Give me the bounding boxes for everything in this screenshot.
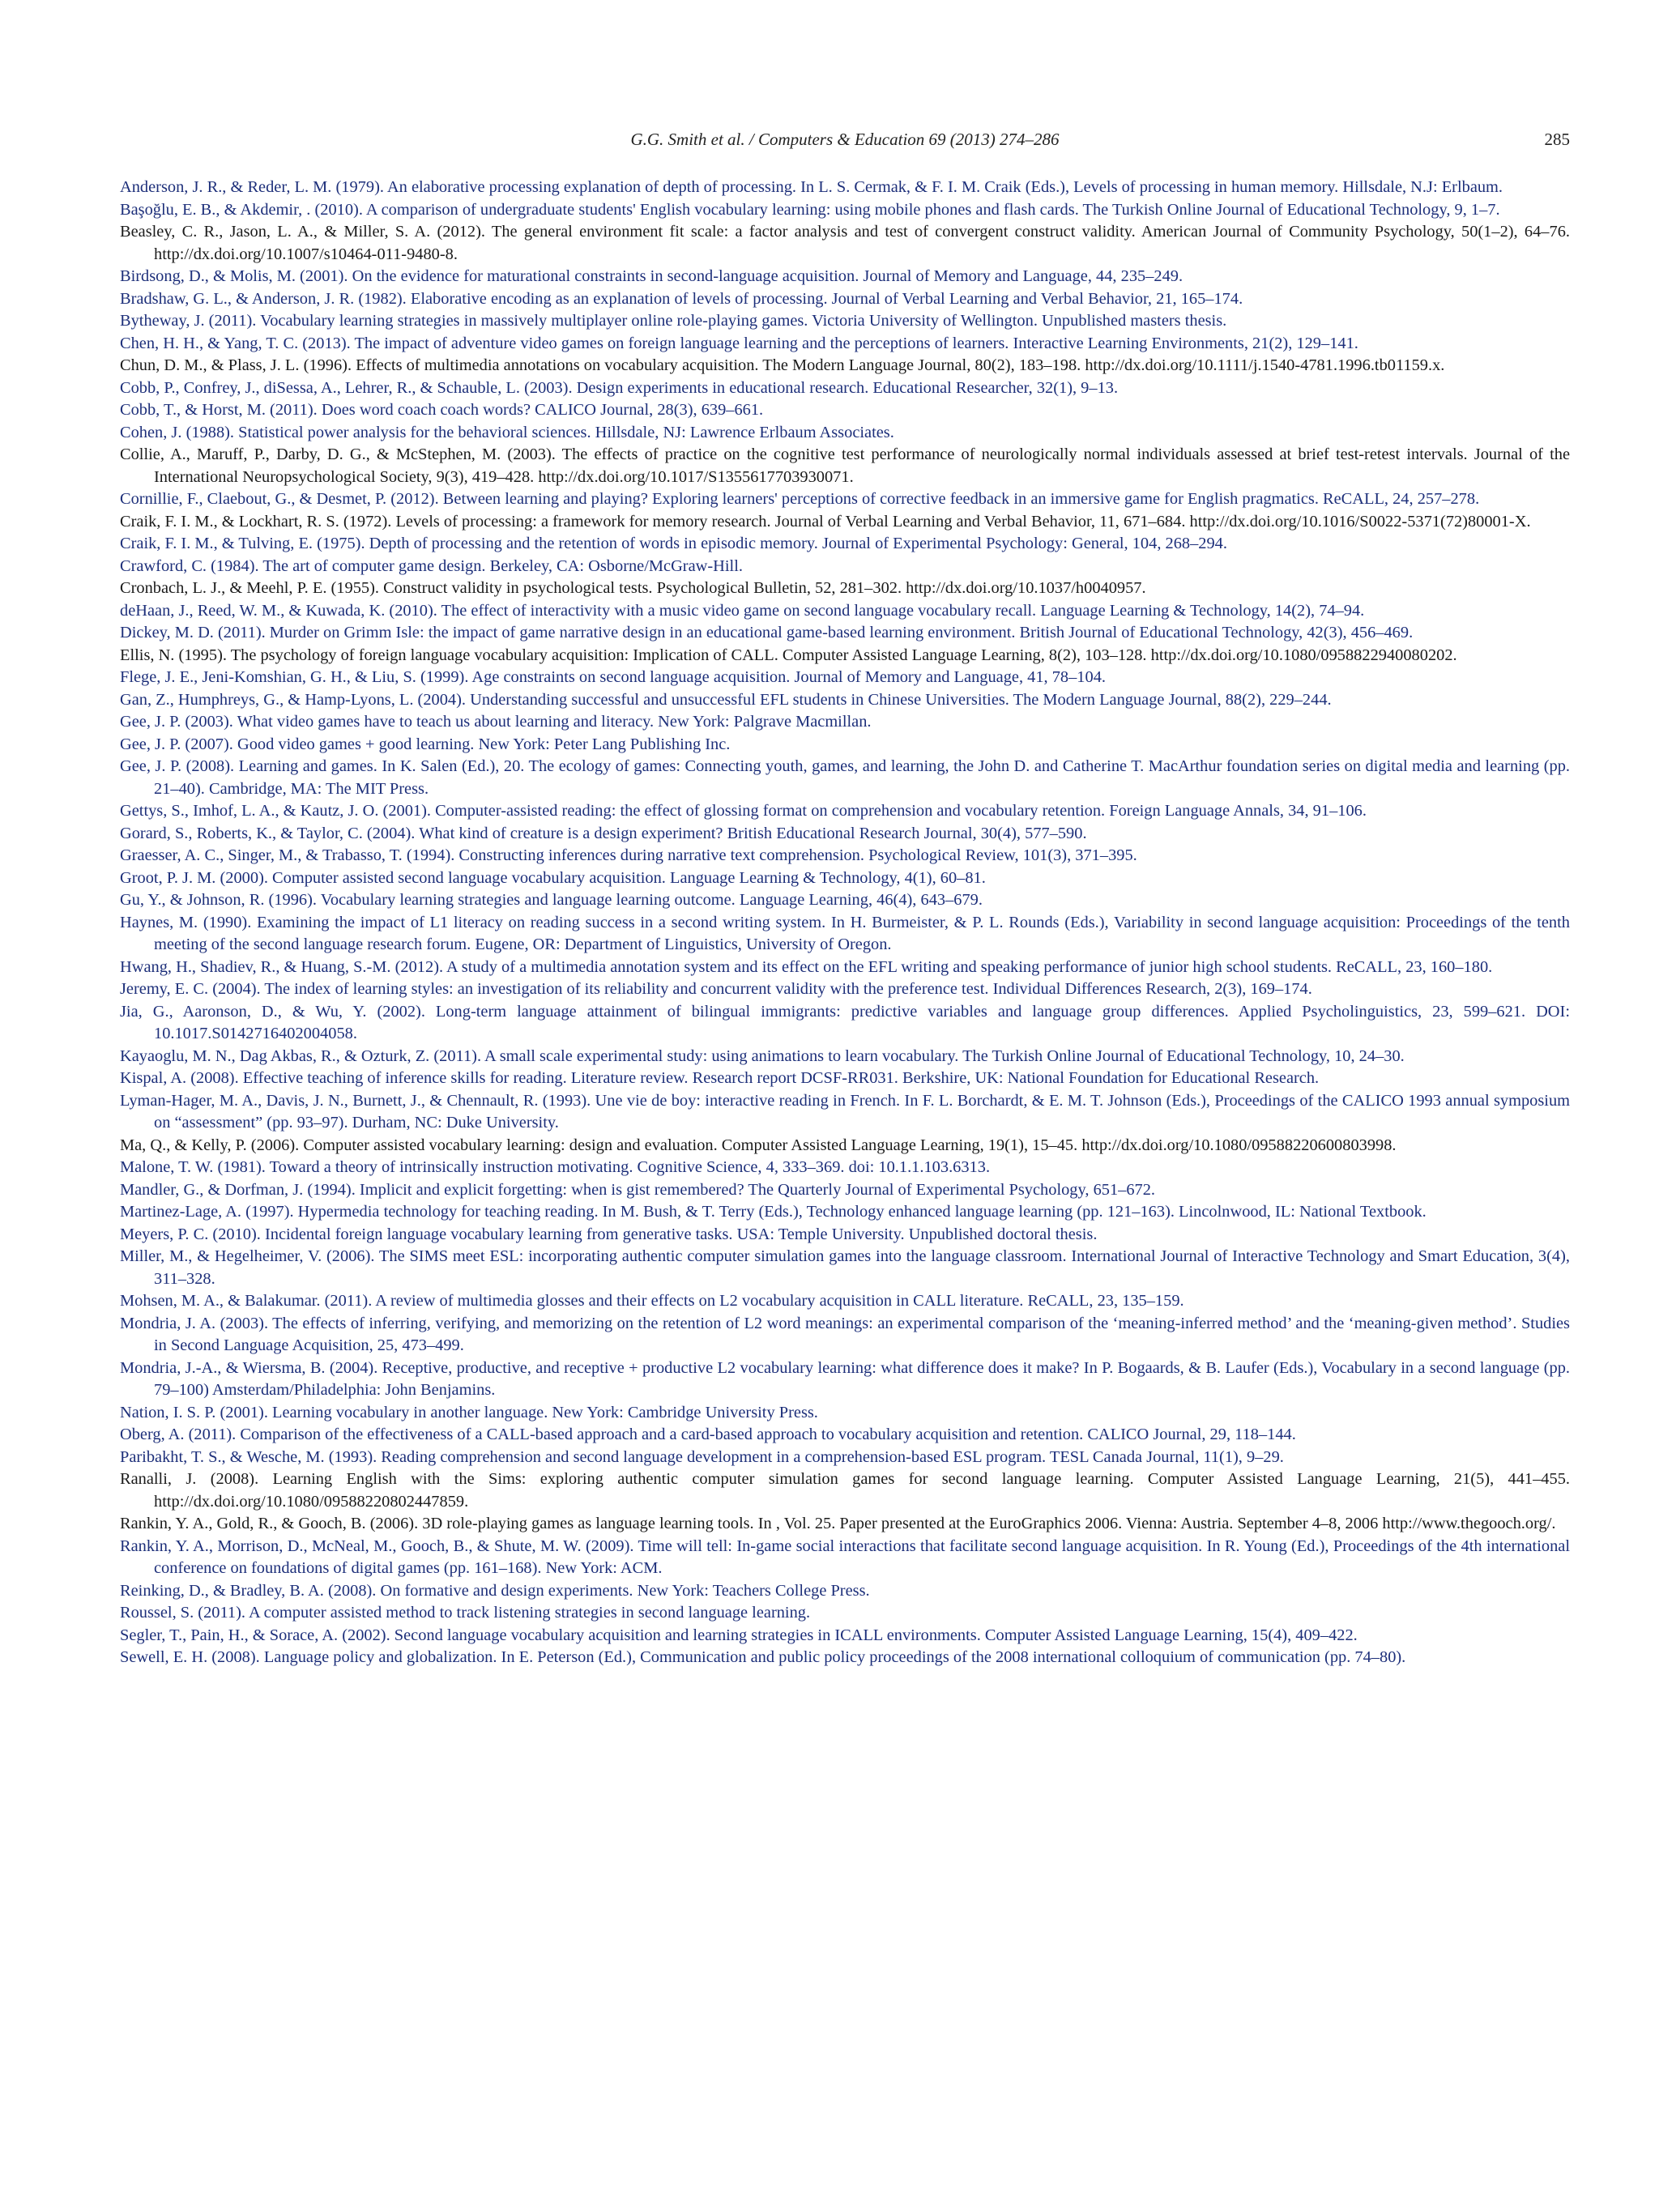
reference-entry[interactable]: Roussel, S. (2011). A computer assisted method to track listening strategies in second language learning.: [120, 1604, 811, 1622]
reference-entry[interactable]: Dickey, M. D. (2011). Murder on Grimm Isle: the impact of game narrative design in an educational game-based learning environment. British Journal of Educational Technology, 42(3), 456–469.: [120, 624, 1414, 641]
journal-citation-header: G.G. Smith et al. / Computers & Education 69 (2013) 274–286: [630, 130, 1060, 149]
reference-entry[interactable]: Mondria, J. A. (2003). The effects of inferring, verifying, and memorizing on the retention of L2 word meanings: an experimental comparison of the ‘meaning-inferred method’ and the ‘meaning-given method’. Studies in Second Language Acquisition, 25, 473–499.: [120, 1314, 1570, 1354]
reference-entry[interactable]: Gan, Z., Humphreys, G., & Hamp-Lyons, L. (2004). Understanding successful and unsuccessful EFL students in Chinese Universities. The Modern Language Journal, 88(2), 229–244.: [120, 690, 1332, 709]
reference-entry: Ma, Q., & Kelly, P. (2006). Computer assisted vocabulary learning: design and evaluation. Computer Assisted Language Learning, 19(1), 15–45. http://dx.doi.org/10.1080/09588220600803998.: [120, 1136, 1397, 1154]
reference-entry[interactable]: Kispal, A. (2008). Effective teaching of inference skills for reading. Literature review. Research report DCSF-RR031. Berkshire, UK: National Foundation for Educational Research.: [120, 1069, 1320, 1087]
reference-entry: Chun, D. M., & Plass, J. L. (1996). Effects of multimedia annotations on vocabulary acquisition. The Modern Language Journal, 80(2), 183–198. http://dx.doi.org/10.1111/j.1540-4781.1996.tb01159.x.: [120, 356, 1445, 374]
reference-entry[interactable]: Hwang, H., Shadiev, R., & Huang, S.-M. (2012). A study of a multimedia annotation system and its effect on the EFL writing and speaking performance of junior high school students. ReCALL, 23, 160–180.: [120, 957, 1493, 976]
reference-entry[interactable]: Groot, P. J. M. (2000). Computer assisted second language vocabulary acquisition. Language Learning & Technology, 4(1), 60–81.: [120, 868, 986, 887]
reference-entry[interactable]: Mohsen, M. A., & Balakumar. (2011). A review of multimedia glosses and their effects on L2 vocabulary acquisition in CALL literature. ReCALL, 23, 135–159.: [120, 1292, 1184, 1310]
reference-entry[interactable]: Başoğlu, E. B., & Akdemir, . (2010). A comparison of undergraduate students' English vocabulary learning: using mobile phones and flash cards. The Turkish Online Journal of Educational Technology, 9, 1–7.: [120, 200, 1500, 219]
journal-page: [120, 130, 1570, 1669]
reference-entry[interactable]: Cobb, T., & Horst, M. (2011). Does word coach coach words? CALICO Journal, 28(3), 639–661.: [120, 401, 764, 419]
reference-entry[interactable]: Chen, H. H., & Yang, T. C. (2013). The impact of adventure video games on foreign language learning and the perceptions of learners. Interactive Learning Environments, 21(2), 129–141.: [120, 334, 1358, 352]
reference-entry[interactable]: Gu, Y., & Johnson, R. (1996). Vocabulary learning strategies and language learning outcome. Language Learning, 46(4), 643–679.: [120, 891, 983, 909]
reference-entry[interactable]: Gee, J. P. (2008). Learning and games. In K. Salen (Ed.), 20. The ecology of games: Connecting youth, games, and learning, the John D. and Catherine T. MacArthur foundation series on digital media and learning (pp. 21–40). Cambridge, MA: The MIT Press.: [120, 757, 1570, 798]
reference-entry[interactable]: Miller, M., & Hegelheimer, V. (2006). The SIMS meet ESL: incorporating authentic computer simulation games into the language classroom. International Journal of Interactive Technology and Smart Education, 3(4), 311–328.: [120, 1247, 1570, 1288]
reference-entry[interactable]: Oberg, A. (2011). Comparison of the effectiveness of a CALL-based approach and a card-based approach to vocabulary acquisition and retention. CALICO Journal, 29, 118–144.: [120, 1426, 1296, 1443]
reference-entry[interactable]: Sewell, E. H. (2008). Language policy and globalization. In E. Peterson (Ed.), Communication and public policy proceedings of the 2008 international colloquium of communication (pp. 74–80).: [120, 1648, 1406, 1666]
reference-entry[interactable]: Nation, I. S. P. (2001). Learning vocabulary in another language. New York: Cambridge University Press.: [120, 1403, 818, 1421]
reference-entry[interactable]: Crawford, C. (1984). The art of computer game design. Berkeley, CA: Osborne/McGraw-Hill.: [120, 556, 743, 575]
reference-list: [120, 177, 1570, 1669]
reference-entry[interactable]: Birdsong, D., & Molis, M. (2001). On the evidence for maturational constraints in second-language acquisition. Journal of Memory and Language, 44, 235–249.: [120, 267, 1183, 285]
reference-entry[interactable]: Rankin, Y. A., Morrison, D., McNeal, M., Gooch, B., & Shute, M. W. (2009). Time will tell: In-game social interactions that facilitate second language acquisition. In R. Young (Ed.), Proceedings of the 4th international conference on foundations of digital games (pp. 161–168). New York: ACM.: [120, 1536, 1570, 1577]
reference-entry[interactable]: Paribakht, T. S., & Wesche, M. (1993). Reading comprehension and second language development in a comprehension-based ESL program. TESL Canada Journal, 11(1), 9–29.: [120, 1447, 1284, 1466]
reference-entry: Beasley, C. R., Jason, L. A., & Miller, S. A. (2012). The general environment fit scale: a factor analysis and test of convergent construct validity. American Journal of Community Psychology, 50(1–2), 64–76. http://dx.doi.org/10.1007/s10464-011-9480-8.: [120, 223, 1570, 263]
reference-entry[interactable]: Anderson, J. R., & Reder, L. M. (1979). An elaborative processing explanation of depth of processing. In L. S. Cermak, & F. I. M. Craik (Eds.), Levels of processing in human memory. Hillsdale, N.J: Erlbaum.: [120, 178, 1503, 196]
reference-entry[interactable]: Cohen, J. (1988). Statistical power analysis for the behavioral sciences. Hillsdale, NJ: Lawrence Erlbaum Associates.: [120, 423, 894, 441]
reference-entry[interactable]: Jeremy, E. C. (2004). The index of learning styles: an investigation of its reliability and concurrent validity with the preference test. Individual Differences Research, 2(3), 169–174.: [120, 980, 1312, 998]
reference-entry[interactable]: Haynes, M. (1990). Examining the impact of L1 literacy on reading success in a second writing system. In H. Burmeister, & P. L. Rounds (Eds.), Variability in second language acquisition: Proceedings of the tenth meeting of the second language research forum. Eugene, OR: Department of Linguistics, University of Oregon.: [120, 913, 1570, 953]
page-number: 285: [1544, 130, 1570, 149]
reference-entry[interactable]: Graesser, A. C., Singer, M., & Trabasso, T. (1994). Constructing inferences during narrative text comprehension. Psychological Review, 101(3), 371–395.: [120, 846, 1137, 864]
reference-entry[interactable]: Flege, J. E., Jeni-Komshian, G. H., & Liu, S. (1999). Age constraints on second language acquisition. Journal of Memory and Language, 41, 78–104.: [120, 668, 1106, 686]
reference-entry: Rankin, Y. A., Gold, R., & Gooch, B. (2006). 3D role-playing games as language learning tools. In , Vol. 25. Paper presented at the EuroGraphics 2006. Vienna: Austria. September 4–8, 2006 http://www.thegooch.org/.: [120, 1515, 1556, 1532]
reference-entry[interactable]: deHaan, J., Reed, W. M., & Kuwada, K. (2010). The effect of interactivity with a music video game on second language vocabulary recall. Language Learning & Technology, 14(2), 74–94.: [120, 601, 1365, 620]
reference-entry: Craik, F. I. M., & Lockhart, R. S. (1972). Levels of processing: a framework for memory research. Journal of Verbal Learning and Verbal Behavior, 11, 671–684. http://dx.doi.org/10.1016/S0022-5371(72)80001-X.: [120, 512, 1531, 531]
reference-entry[interactable]: Gee, J. P. (2007). Good video games + good learning. New York: Peter Lang Publishing Inc.: [120, 735, 731, 753]
reference-entry: Cronbach, L. J., & Meehl, P. E. (1955). Construct validity in psychological tests. Psychological Bulletin, 52, 281–302. http://dx.doi.org/10.1037/h0040957.: [120, 579, 1146, 597]
reference-entry[interactable]: Kayaoglu, M. N., Dag Akbas, R., & Ozturk, Z. (2011). A small scale experimental study: using animations to learn vocabulary. The Turkish Online Journal of Educational Technology, 10, 24–30.: [120, 1046, 1405, 1065]
reference-entry[interactable]: Gee, J. P. (2003). What video games have to teach us about learning and literacy. New York: Palgrave Macmillan.: [120, 713, 872, 731]
reference-entry[interactable]: Cobb, P., Confrey, J., diSessa, A., Lehrer, R., & Schauble, L. (2003). Design experiments in educational research. Educational Researcher, 32(1), 9–13.: [120, 378, 1119, 397]
reference-entry[interactable]: Malone, T. W. (1981). Toward a theory of intrinsically instruction motivating. Cognitive Science, 4, 333–369. doi: 10.1.1.103.6313.: [120, 1158, 991, 1176]
reference-entry[interactable]: Jia, G., Aaronson, D., & Wu, Y. (2002). Long-term language attainment of bilingual immigrants: predictive variables and language group differences. Applied Psycholinguistics, 23, 599–621. DOI: 10.1017.S0142716402004058.: [120, 1002, 1570, 1042]
reference-entry[interactable]: Gettys, S., Imhof, L. A., & Kautz, J. O. (2001). Computer-assisted reading: the effect of glossing format on comprehension and vocabulary retention. Foreign Language Annals, 34, 91–106.: [120, 802, 1367, 820]
reference-entry: Collie, A., Maruff, P., Darby, D. G., & McStephen, M. (2003). The effects of practice on the cognitive test performance of neurologically normal individuals assessed at brief test-retest intervals. Journal of the International Neuropsychological Society, 9(3), 419–428. http://dx.doi.org/10.1017/S1355617703930071.: [120, 445, 1570, 486]
reference-entry[interactable]: Reinking, D., & Bradley, B. A. (2008). On formative and design experiments. New York: Teachers College Press.: [120, 1581, 870, 1600]
reference-entry[interactable]: Meyers, P. C. (2010). Incidental foreign language vocabulary learning from generative tasks. USA: Temple University. Unpublished doctoral thesis.: [120, 1225, 1098, 1243]
running-header: [120, 130, 1570, 159]
reference-entry[interactable]: Mandler, G., & Dorfman, J. (1994). Implicit and explicit forgetting: when is gist remembered? The Quarterly Journal of Experimental Psychology, 651–672.: [120, 1180, 1156, 1199]
reference-entry[interactable]: Bytheway, J. (2011). Vocabulary learning strategies in massively multiplayer online role-playing games. Victoria University of Wellington. Unpublished masters thesis.: [120, 312, 1227, 330]
reference-entry[interactable]: Gorard, S., Roberts, K., & Taylor, C. (2004). What kind of creature is a design experiment? British Educational Research Journal, 30(4), 577–590.: [120, 824, 1087, 842]
reference-entry[interactable]: Cornillie, F., Claebout, G., & Desmet, P. (2012). Between learning and playing? Exploring learners' perceptions of corrective feedback in an immersive game for English pragmatics. ReCALL, 24, 257–278.: [120, 490, 1480, 508]
reference-entry[interactable]: Segler, T., Pain, H., & Sorace, A. (2002). Second language vocabulary acquisition and learning strategies in ICALL environments. Computer Assisted Language Learning, 15(4), 409–422.: [120, 1626, 1358, 1644]
reference-entry[interactable]: Lyman-Hager, M. A., Davis, J. N., Burnett, J., & Chennault, R. (1993). Une vie de boy: interactive reading in French. In F. L. Borchardt, & E. M. T. Johnson (Eds.), Proceedings of the CALICO 1993 annual symposium on “assessment” (pp. 93–97). Durham, NC: Duke University.: [120, 1091, 1570, 1132]
reference-entry[interactable]: Mondria, J.-A., & Wiersma, B. (2004). Receptive, productive, and receptive + productive L2 vocabulary learning: what difference does it make? In P. Bogaards, & B. Laufer (Eds.), Vocabulary in a second language (pp. 79–100) Amsterdam/Philadelphia: John Benjamins.: [120, 1358, 1570, 1399]
reference-entry: Ranalli, J. (2008). Learning English with the Sims: exploring authentic computer simulation games for second language learning. Computer Assisted Language Learning, 21(5), 441–455. http://dx.doi.org/10.1080/09588220802447859.: [120, 1470, 1570, 1511]
reference-entry[interactable]: Bradshaw, G. L., & Anderson, J. R. (1982). Elaborative encoding as an explanation of levels of processing. Journal of Verbal Learning and Verbal Behavior, 21, 165–174.: [120, 289, 1243, 308]
reference-entry: Ellis, N. (1995). The psychology of foreign language vocabulary acquisition: Implication of CALL. Computer Assisted Language Learning, 8(2), 103–128. http://dx.doi.org/10.1080/0958822940080202.: [120, 646, 1457, 664]
reference-entry[interactable]: Martinez-Lage, A. (1997). Hypermedia technology for teaching reading. In M. Bush, & T. Terry (Eds.), Technology enhanced language learning (pp. 121–163). Lincolnwood, IL: National Textbook.: [120, 1203, 1427, 1221]
reference-entry[interactable]: Craik, F. I. M., & Tulving, E. (1975). Depth of processing and the retention of words in episodic memory. Journal of Experimental Psychology: General, 104, 268–294.: [120, 535, 1227, 552]
